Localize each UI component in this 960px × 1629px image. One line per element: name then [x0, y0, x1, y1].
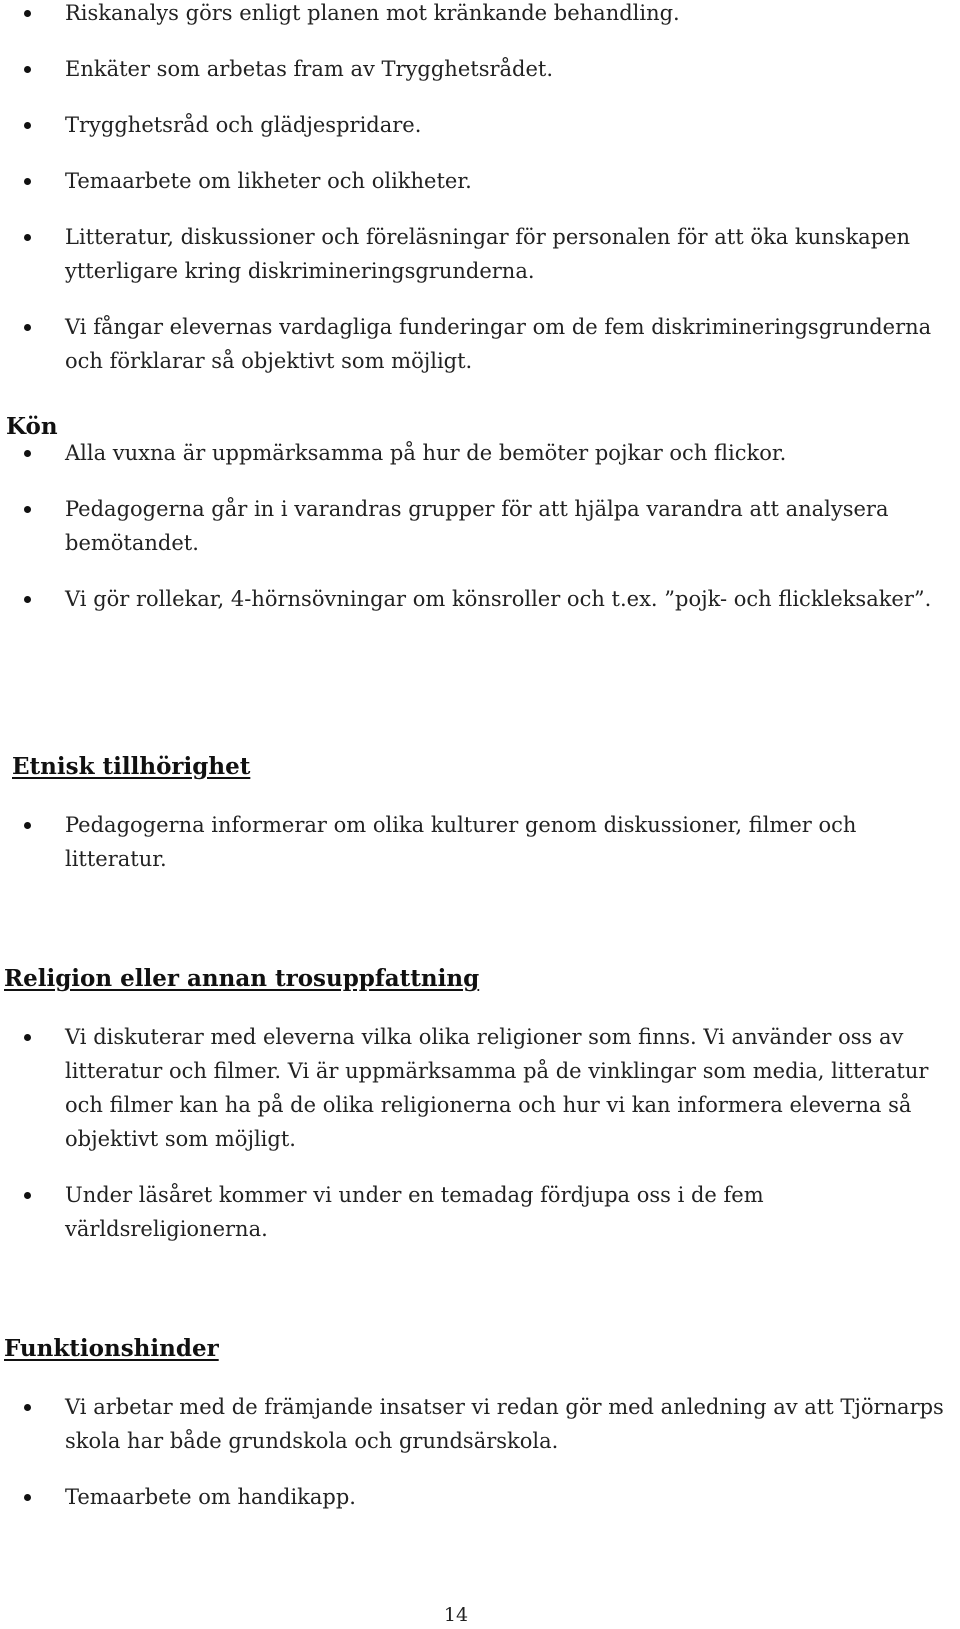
list-item: Riskanalys görs enligt planen mot kränkande behandling. [0, 0, 960, 30]
bullet-icon [24, 450, 31, 457]
bullet-icon [24, 66, 31, 73]
bullet-icon [24, 506, 31, 513]
bullet-icon [24, 122, 31, 129]
etnisk-list [0, 808, 960, 876]
bullet-icon [24, 324, 31, 331]
bullet-icon [24, 178, 31, 185]
section-heading-etnisk: Etnisk tillhörighet [12, 753, 251, 780]
funktion-list [0, 1390, 960, 1514]
section-heading-religion: Religion eller annan trosuppfattning [4, 965, 480, 992]
list-item: Under läsåret kommer vi under en temadag fördjupa oss i de fem världsreligionerna. [0, 1178, 960, 1246]
list-item: Enkäter som arbetas fram av Trygghetsrådet. [0, 52, 960, 86]
list-item: Temaarbete om handikapp. [0, 1480, 960, 1514]
bullet-icon [24, 10, 31, 17]
bullet-icon [24, 596, 31, 603]
bullet-icon [24, 1192, 31, 1199]
bullet-icon [24, 1034, 31, 1041]
list-item: Alla vuxna är uppmärksamma på hur de bemöter pojkar och flickor. [0, 436, 960, 470]
list-item: Temaarbete om likheter och olikheter. [0, 164, 960, 198]
section-heading-kon: Kön [6, 413, 58, 440]
kon-section [0, 436, 960, 616]
bullet-icon [24, 1494, 31, 1501]
bullet-icon [24, 1404, 31, 1411]
religion-section [0, 1020, 960, 1246]
list-item: Vi arbetar med de främjande insatser vi redan gör med anledning av att Tjörnarps skola har både grundskola och grundsärskola. [0, 1390, 960, 1458]
list-item: Vi gör rollekar, 4-hörnsövningar om könsroller och t.ex. ”pojk- och flickleksaker”. [0, 582, 960, 616]
bullet-icon [24, 234, 31, 241]
list-item: Trygghetsråd och glädjespridare. [0, 108, 960, 142]
intro-section [0, 0, 960, 378]
list-item: Vi diskuterar med eleverna vilka olika religioner som finns. Vi använder oss av litteratur och filmer. Vi är uppmärksamma på de vinklingar som media, litteratur och filmer kan ha på de olika religionerna och hur vi kan informera eleverna så objektivt som möjligt. [0, 1020, 960, 1156]
section-heading-funktion: Funktionshinder [4, 1335, 219, 1362]
list-item: Pedagogerna informerar om olika kulturer genom diskussioner, filmer och litteratur. [0, 808, 960, 876]
page-number: 14 [443, 1604, 469, 1626]
intro-list [0, 0, 960, 378]
religion-list [0, 1020, 960, 1246]
kon-list [0, 436, 960, 616]
etnisk-section [0, 808, 960, 876]
list-item: Pedagogerna går in i varandras grupper för att hjälpa varandra att analysera bemötandet. [0, 492, 960, 560]
list-item: Vi fångar elevernas vardagliga funderingar om de fem diskrimineringsgrunderna och förklarar så objektivt som möjligt. [0, 310, 960, 378]
bullet-icon [24, 822, 31, 829]
funktion-section [0, 1390, 960, 1514]
list-item: Litteratur, diskussioner och föreläsningar för personalen för att öka kunskapen ytterligare kring diskrimineringsgrunderna. [0, 220, 960, 288]
